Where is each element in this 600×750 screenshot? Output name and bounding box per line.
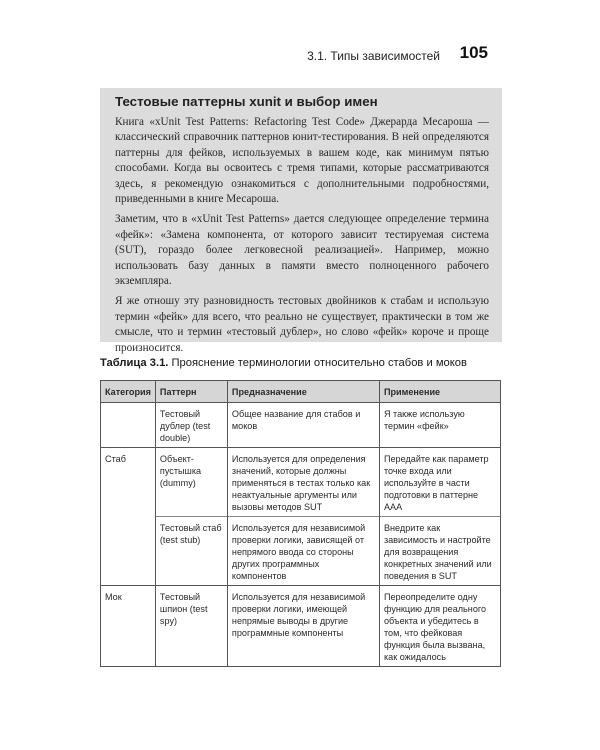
cell-pattern: Тестовый стаб (test stub) xyxy=(155,517,227,586)
sidebar-box xyxy=(100,88,502,354)
table-row xyxy=(101,448,501,517)
cell-purpose: Общее название для стабов и моков xyxy=(227,403,379,448)
page-header xyxy=(0,40,488,70)
table-caption-label: Таблица 3.1. xyxy=(100,357,169,369)
page-number: 105 xyxy=(459,43,488,62)
header-purpose: Предназначение xyxy=(227,381,379,403)
cell-category xyxy=(101,517,156,586)
cell-purpose: Используется для независимой проверки логики, имеющей непрямые выводы в другие программные компоненты xyxy=(227,586,379,667)
cell-category xyxy=(101,403,156,448)
cell-usage: Внедрите как зависимость и настройте для возвращения конкретных значений или поведения в SUT xyxy=(379,517,500,586)
cell-pattern: Тестовый шпион (test spy) xyxy=(155,586,227,667)
cell-pattern: Объект-пустышка (dummy) xyxy=(155,448,227,517)
cell-usage: Я также использую термин «фейк» xyxy=(379,403,500,448)
header-usage: Применение xyxy=(379,381,500,403)
cell-category: Мок xyxy=(101,586,156,667)
sidebar-paragraph-1: Книга «xUnit Test Patterns: Refactoring Test Code» Джерарда Месароша — классический справочник паттернов юнит-тестирования. В ней определяются паттерны для фейков, используемых в вашем коде, как минимум пятью способами. Когда вы освоитесь с тремя типами, которые рассматриваются здесь, я рекомендую ознакомиться с дополнительными подробностями, приведенными в книге Месароша. xyxy=(115,116,489,206)
table-caption-text: Прояснение терминологии относительно стабов и моков xyxy=(171,357,467,369)
cell-pattern: Тестовый дублер (test double) xyxy=(155,403,227,448)
sidebar-paragraph-2: Заметим, что в «xUnit Test Patterns» дается следующее определение термина «фейк»: «Замена компонента, от которого зависит тестируемая система (SUT), гораздо более легковесной реализацией». Например, можно использовать базу данных в памяти вместо полноценного рабочего экземпляра. xyxy=(115,213,489,288)
running-title: 3.1. Типы зависимостей xyxy=(307,49,440,63)
cell-category: Стаб xyxy=(101,448,156,517)
cell-purpose: Используется для независимой проверки логики, зависящей от непрямого ввода со стороны других программных компонентов xyxy=(227,517,379,586)
sidebar-title: Тестовые паттерны xunit и выбор имен xyxy=(115,94,378,109)
cell-usage: Переопределите одну функцию для реального объекта и убедитесь в том, что фейковая функция была вызвана, как ожидалось xyxy=(379,586,500,667)
table-row xyxy=(101,586,501,667)
table-header-row xyxy=(101,381,501,403)
header-category: Категория xyxy=(101,381,156,403)
cell-purpose: Используется для определения значений, которые должны применяться в тестах только как неактуальные аргументы или вызовы методов SUT xyxy=(227,448,379,517)
table-row xyxy=(101,403,501,448)
terminology-table xyxy=(100,380,501,667)
cell-usage: Передайте как параметр точке входа или используйте в части подготовки в паттерне ААА xyxy=(379,448,500,517)
header-pattern: Паттерн xyxy=(155,381,227,403)
table-row xyxy=(101,517,501,586)
sidebar-paragraph-3: Я же отношу эту разновидность тестовых двойников к стабам и использую термин «фейк» для всего, что реально не существует, практически в том же смысле, что и термин «тестовый дублер», но слово «фейк» короче и проще произносится. xyxy=(115,295,489,354)
table-caption xyxy=(100,357,467,369)
